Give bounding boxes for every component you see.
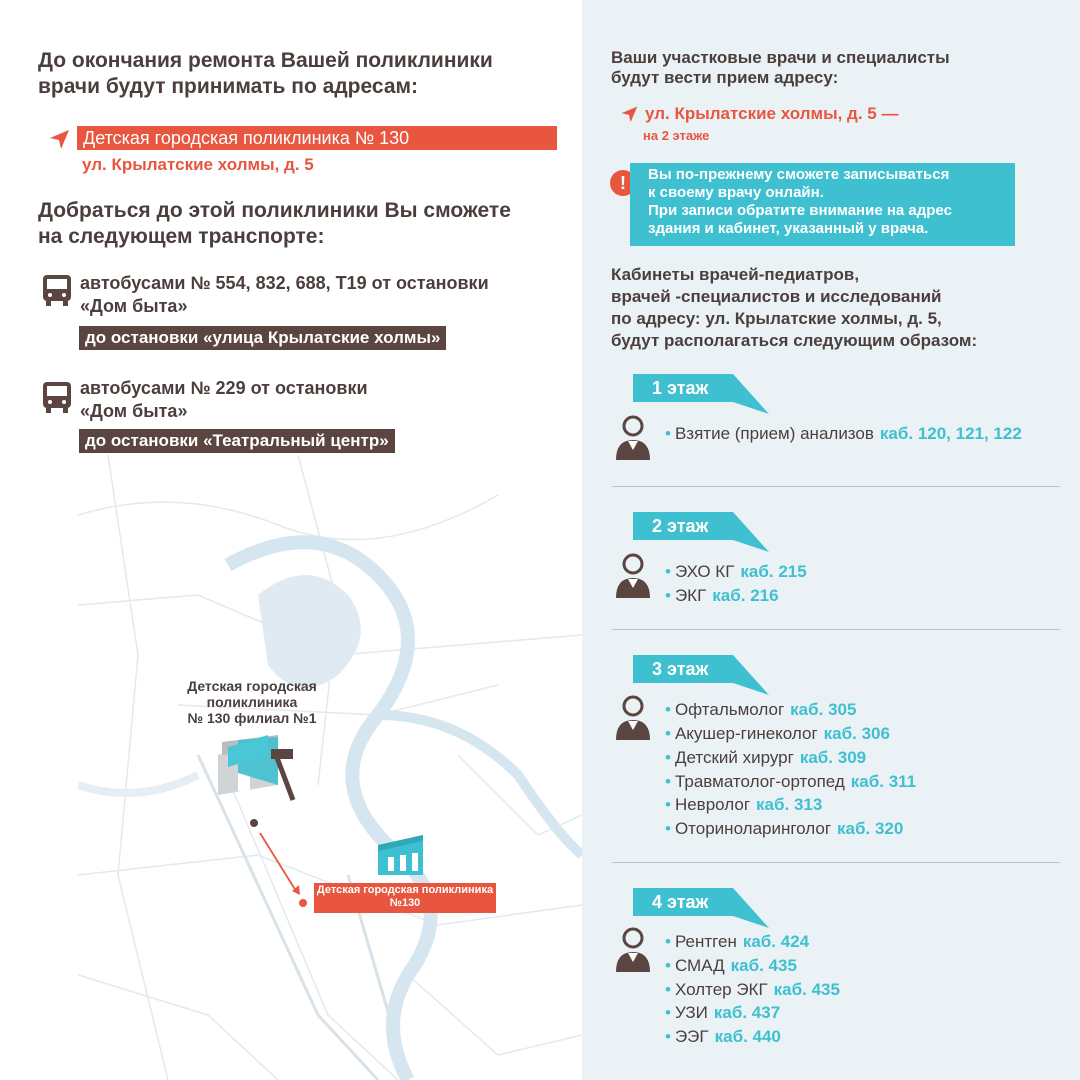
cabinet-number: каб. 309 — [799, 748, 867, 767]
floor-4-item-4: • УЗИ каб. 437 — [665, 1003, 781, 1022]
floor-4-item-2: • СМАД каб. 435 — [665, 956, 797, 975]
target-label-line-2: №130 — [389, 897, 421, 909]
cabinet-number: каб. 313 — [756, 795, 823, 814]
floor-3-item-1: • Офтальмолог каб. 305 — [665, 700, 857, 719]
floor-3-item-4: • Травматолог-ортопед каб. 311 — [665, 772, 917, 791]
rooms-line-2: врачей -специалистов и исследований — [611, 287, 942, 306]
service-name: СМАД — [674, 956, 725, 975]
branch-label-line-3: № 130 филиал №1 — [187, 710, 317, 726]
service-name: ЭХО КГ — [674, 562, 735, 581]
cabinet-number: каб. 311 — [850, 772, 917, 791]
service-name: Детский хирург — [674, 748, 794, 767]
route-1-line-2: «Дом быта» — [80, 296, 188, 316]
floor-3-item-2: • Акушер-гинеколог каб. 306 — [665, 724, 890, 743]
cabinet-number: каб. 305 — [790, 700, 857, 719]
floor-2-item-1: • ЭХО КГ каб. 215 — [665, 562, 807, 581]
floor-3-item-6: • Оториноларинголог каб. 320 — [665, 819, 904, 838]
alert-icon: ! — [610, 170, 636, 196]
location-arrow-icon — [48, 128, 70, 150]
service-name: Офтальмолог — [674, 700, 785, 719]
rooms-line-3 — [611, 309, 942, 329]
location-arrow-icon — [620, 105, 638, 123]
target-label — [314, 884, 496, 910]
service-name: Травматолог-ортопед — [674, 772, 845, 791]
branch-label-line-2: поликлиника — [206, 694, 298, 710]
bus-icon — [40, 380, 74, 414]
floor-1-item-1: • Взятие (прием) анализов каб. 120, 121, 122 — [665, 424, 1022, 443]
intro-line-1: Ваши участковые врачи и специалисты — [611, 48, 950, 67]
divider — [612, 862, 1060, 863]
route-2-stop: до остановки «Театральный центр» — [79, 429, 395, 453]
floor-4-item-3: • Холтер ЭКГ каб. 435 — [665, 980, 840, 999]
floor-2-label: 2 этаж — [652, 516, 709, 536]
service-name: Акушер-гинеколог — [674, 724, 818, 743]
route-2-line-1: автобусами № 229 от остановки — [80, 378, 368, 398]
cabinet-number: каб. 440 — [714, 1027, 781, 1046]
notice-line-3: При записи обратите внимание на адрес — [648, 202, 952, 219]
cabinet-number: каб. 120, 121, 122 — [879, 424, 1022, 443]
service-name: УЗИ — [674, 1003, 708, 1022]
divider — [612, 629, 1060, 630]
clinic-address: ул. Крылатские холмы, д. 5 — [82, 155, 314, 174]
cabinet-number: каб. 435 — [773, 980, 840, 999]
service-name: Невролог — [674, 795, 751, 814]
heading-1-line-1: До окончания ремонта Вашей поликлиники — [38, 49, 493, 72]
cabinet-number: каб. 320 — [837, 819, 904, 838]
cabinet-number: каб. 215 — [740, 562, 807, 581]
notice-line-4: здания и кабинет, указанный у врача. — [648, 220, 929, 237]
branch-label — [160, 678, 344, 726]
service-name: ЭКГ — [674, 586, 707, 605]
floor-4-item-5: • ЭЭГ каб. 440 — [665, 1027, 781, 1046]
service-name: ЭЭГ — [674, 1027, 709, 1046]
rooms-line-4: будут располагаться следующим образом: — [611, 331, 978, 350]
doctor-icon — [614, 414, 652, 460]
target-label-line-1: Детская городская поликлиника — [316, 884, 494, 896]
cabinet-number: каб. 216 — [712, 586, 779, 605]
online-booking-notice — [630, 163, 1015, 246]
notice-line-1: Вы по-прежнему сможете записываться — [648, 166, 950, 183]
route-1-line-1: автобусами № 554, 832, 688, Т19 от остановки — [80, 273, 489, 293]
rooms-line-3-address: ул. Крылатские холмы, д. 5 — [705, 309, 938, 328]
heading-2-line-1: Добраться до этой поликлиники Вы сможете — [38, 199, 511, 222]
cabinet-number: каб. 437 — [713, 1003, 781, 1022]
floor-3-label: 3 этаж — [652, 659, 709, 679]
rooms-line-1: Кабинеты врачей-педиатров, — [611, 265, 860, 284]
clinic-name-banner: Детская городская поликлиника № 130 — [77, 126, 557, 150]
divider — [612, 486, 1060, 487]
rooms-line-3-prefix: по адресу: — [611, 309, 706, 328]
service-name: Взятие (прием) анализов — [674, 424, 874, 443]
route-2-line-2: «Дом быта» — [80, 401, 188, 421]
floor-4-item-1: • Рентген каб. 424 — [665, 932, 810, 951]
heading-2-line-2: на следующем транспорте: — [38, 225, 325, 248]
doctor-icon — [614, 694, 652, 740]
cabinet-number: каб. 435 — [730, 956, 797, 975]
doctor-icon — [614, 552, 652, 598]
branch-label-line-1: Детская городская — [187, 678, 317, 694]
cabinet-number: каб. 306 — [823, 724, 890, 743]
right-address-floor: на 2 этаже — [643, 128, 710, 143]
service-name: Оториноларинголог — [674, 819, 832, 838]
intro-line-2: будут вести прием адресу: — [611, 68, 839, 87]
heading-1-line-2: врачи будут принимать по адресам: — [38, 75, 419, 98]
area-map — [78, 455, 582, 1080]
right-address: ул. Крылатские холмы, д. 5 — — [645, 104, 899, 123]
floor-1-label: 1 этаж — [652, 378, 709, 398]
floor-3-item-5: • Невролог каб. 313 — [665, 795, 823, 814]
notice-line-2: к своему врачу онлайн. — [648, 184, 824, 201]
route-1-stop: до остановки «улица Крылатские холмы» — [79, 326, 446, 350]
floor-2-item-2: • ЭКГ каб. 216 — [665, 586, 779, 605]
rooms-line-3-suffix: , — [937, 309, 942, 328]
floor-3-item-3: • Детский хирург каб. 309 — [665, 748, 867, 767]
service-name: Холтер ЭКГ — [674, 980, 768, 999]
service-name: Рентген — [674, 932, 737, 951]
doctor-icon — [614, 926, 652, 972]
cabinet-number: каб. 424 — [742, 932, 810, 951]
bus-icon — [40, 273, 74, 307]
floor-4-label: 4 этаж — [652, 892, 709, 912]
